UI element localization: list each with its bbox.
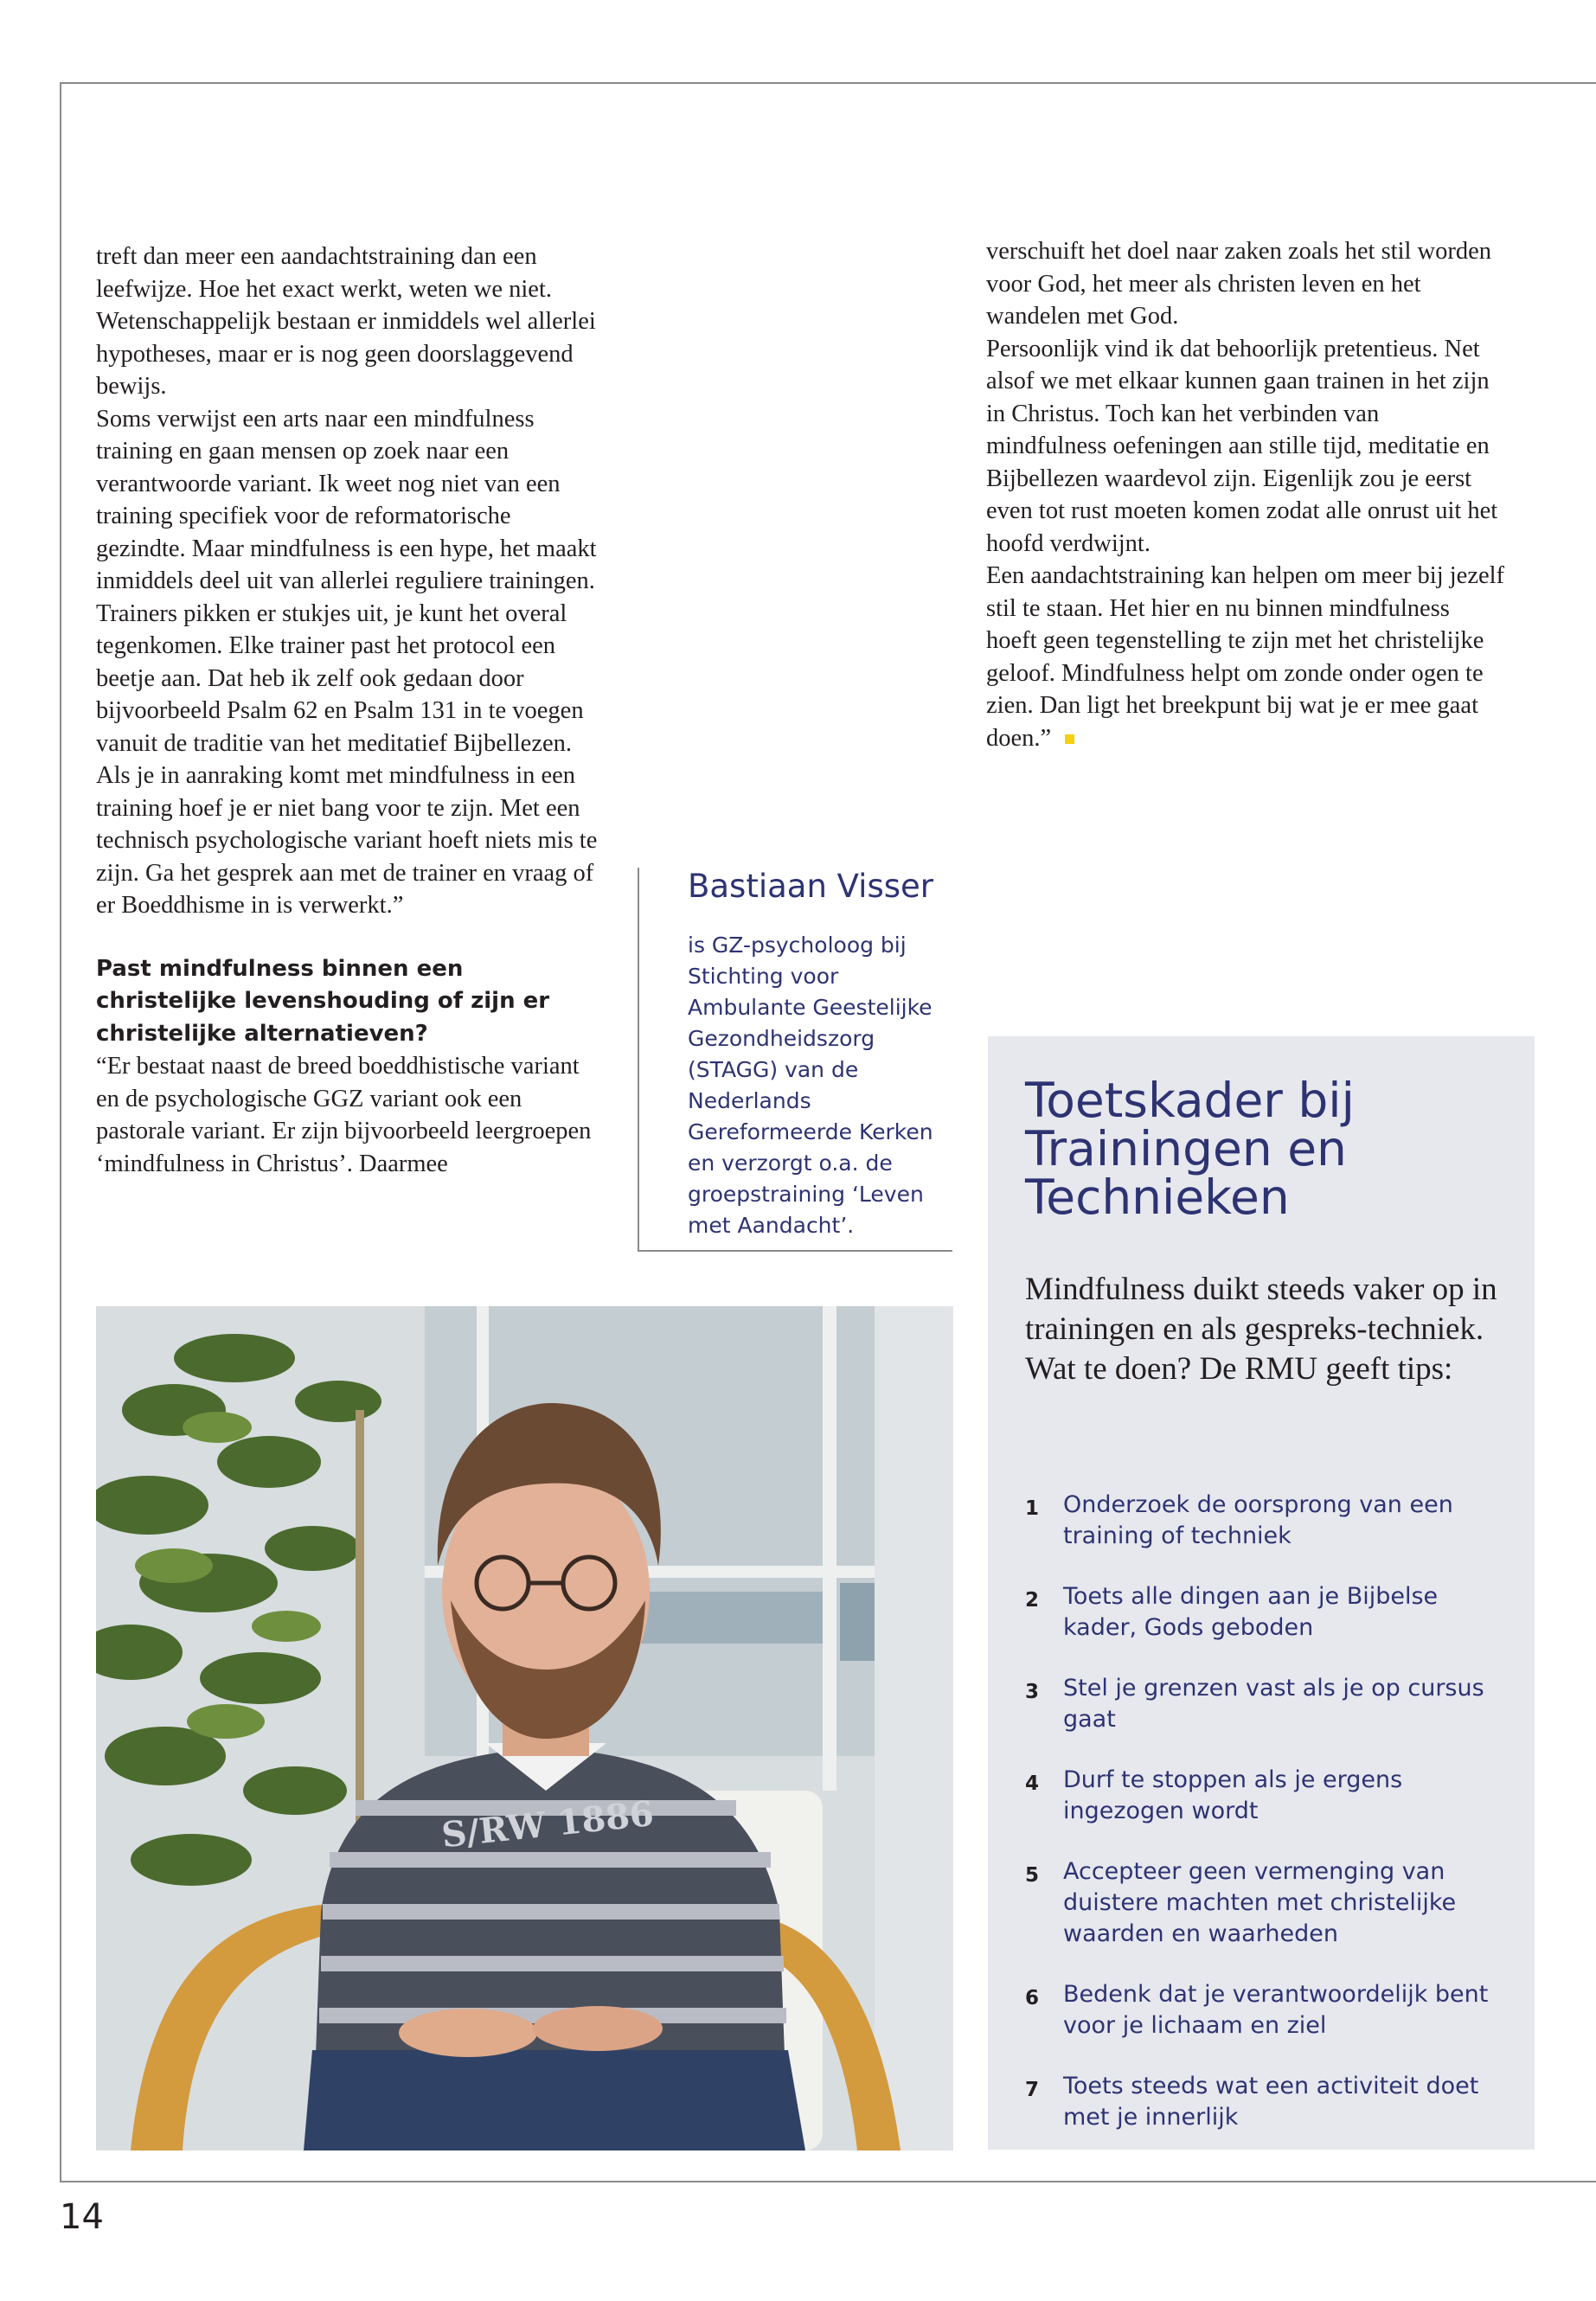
bio-name: Bastiaan Visser — [688, 868, 933, 905]
tip-text: Toets steeds wat een activiteit doet met je innerlijk — [1063, 2073, 1479, 2131]
paragraph: verschuift het doel naar zaken zoals het stil worden voor God, het meer als christen leven en het wandelen met God. — [986, 238, 1492, 330]
box-title-line: Trainingen en — [1025, 1121, 1347, 1176]
author-bio — [638, 868, 952, 1252]
portrait-photo — [96, 1306, 953, 2150]
page-number: 14 — [60, 2197, 104, 2237]
tip-text: Bedenk dat je verantwoordelijk bent voor je lichaam en ziel — [1063, 1981, 1489, 2039]
tip-number: 1 — [1025, 1497, 1040, 1520]
box-title-line: Toetskader bij — [1025, 1073, 1355, 1128]
tip-number: 6 — [1025, 1987, 1040, 2009]
tip-number: 5 — [1025, 1864, 1040, 1887]
tip-number: 4 — [1025, 1772, 1040, 1795]
tips-list — [1025, 1490, 1518, 2133]
box-lead: Mindfulness duikt steeds vaker op in trainingen en als gespreks-techniek. Wat te doen? De RMU geeft tips: — [1025, 1272, 1497, 1387]
article-column-right — [986, 235, 1505, 754]
shirt-text: S/RW 1886 — [439, 1792, 656, 1856]
tip-item — [1025, 2071, 1518, 2133]
tip-item — [1025, 1673, 1518, 1735]
tip-text: Accepteer geen vermenging van duistere machten met christelijke waarden en waarheden — [1063, 1858, 1457, 1947]
tips-box — [988, 1036, 1535, 2150]
paragraph-text: Een aandachtstraining kan helpen om meer bij jezelf stil te staan. Het hier en nu binnen mindfulness hoeft geen tegenstelling te zijn met het christelijke geloof. Mindfulness helpt om zonde onder ogen te zien. Dan ligt het breekpunt bij wat je er mee gaat doen.” — [986, 562, 1505, 752]
tip-item — [1025, 1581, 1518, 1644]
end-of-article-square-icon — [1065, 734, 1074, 744]
tip-text: Toets alle dingen aan je Bijbelse kader, Gods geboden — [1063, 1583, 1439, 1641]
tip-item — [1025, 1856, 1518, 1950]
paragraph: Soms verwijst een arts naar een mindfulness training en gaan mensen op zoek naar een verantwoorde variant. Ik weet nog niet van een training specifiek voor de reformatorische gezindte. Maar mindfulness is een hype, het maakt inmiddels deel uit van allerlei reguliere trainingen. Trainers pikken er stukjes uit, je kunt het overal tegenkomen. Elke trainer past het protocol een beetje aan. Dat heb ik zelf ook gedaan door bijvoorbeeld Psalm 62 en Psalm 131 in te voegen vanuit de traditie van het meditatief Bijbellezen. — [96, 405, 597, 757]
article-column-left — [96, 240, 606, 1180]
interview-question: Past mindfulness binnen een christelijke levenshouding of zijn er christelijke alternatieven? — [96, 955, 550, 1047]
tip-number: 3 — [1025, 1681, 1040, 1703]
tip-text: Stel je grenzen vast als je op cursus gaat — [1063, 1675, 1484, 1733]
paragraph: Persoonlijk vind ik dat behoorlijk pretentieus. Net alsof we met elkaar kunnen gaan trainen in het zijn in Christus. Toch kan het verbinden van mindfulness oefeningen aan stille tijd, meditatie en Bijbellezen waardevol zijn. Eigenlijk zou je eerst even tot rust moeten komen zodat alle onrust uit het hoofd verdwijnt. — [986, 335, 1498, 557]
tip-item — [1025, 1765, 1518, 1827]
paragraph-last — [986, 560, 1505, 754]
box-title-line: Technieken — [1025, 1170, 1290, 1225]
portrait-illustration — [96, 1306, 953, 2150]
tip-item — [1025, 1979, 1518, 2041]
tip-number: 2 — [1025, 1589, 1040, 1612]
paragraph: treft dan meer een aandachtstraining dan een leefwijze. Hoe het exact werkt, weten we niet. Wetenschappelijk bestaan er inmiddels wel allerlei hypotheses, maar er is nog geen doorslaggevend bewijs. — [96, 243, 596, 400]
tip-text: Durf te stoppen als je ergens ingezogen wordt — [1063, 1766, 1403, 1824]
tip-item — [1025, 1490, 1518, 1552]
tip-number: 7 — [1025, 2079, 1040, 2101]
box-title — [1025, 1073, 1509, 1225]
interview-answer: “Er bestaat naast de breed boeddhistische variant en de psychologische GGZ variant ook een pastorale variant. Er zijn bijvoorbeeld leergroepen ‘mindfulness in Christus’. Daarmee — [96, 1053, 592, 1177]
bio-text: is GZ-psycholoog bij Stichting voor Ambulante Geestelijke Gezondheidszorg (STAGG) van de Nederlands Gereformeerde Kerken en verzorgt o.a. de groepstraining ‘Leven met Aandacht’. — [688, 933, 933, 1238]
paragraph: Als je in aanraking komt met mindfulness in een training hoef je er niet bang voor te zijn. Met een technisch psychologische variant hoeft niets mis te zijn. Ga het gesprek aan met de trainer en vraag of er Boeddhisme in is verwerkt.” — [96, 762, 598, 919]
tip-text: Onderzoek de oorsprong van een training of techniek — [1063, 1491, 1453, 1549]
